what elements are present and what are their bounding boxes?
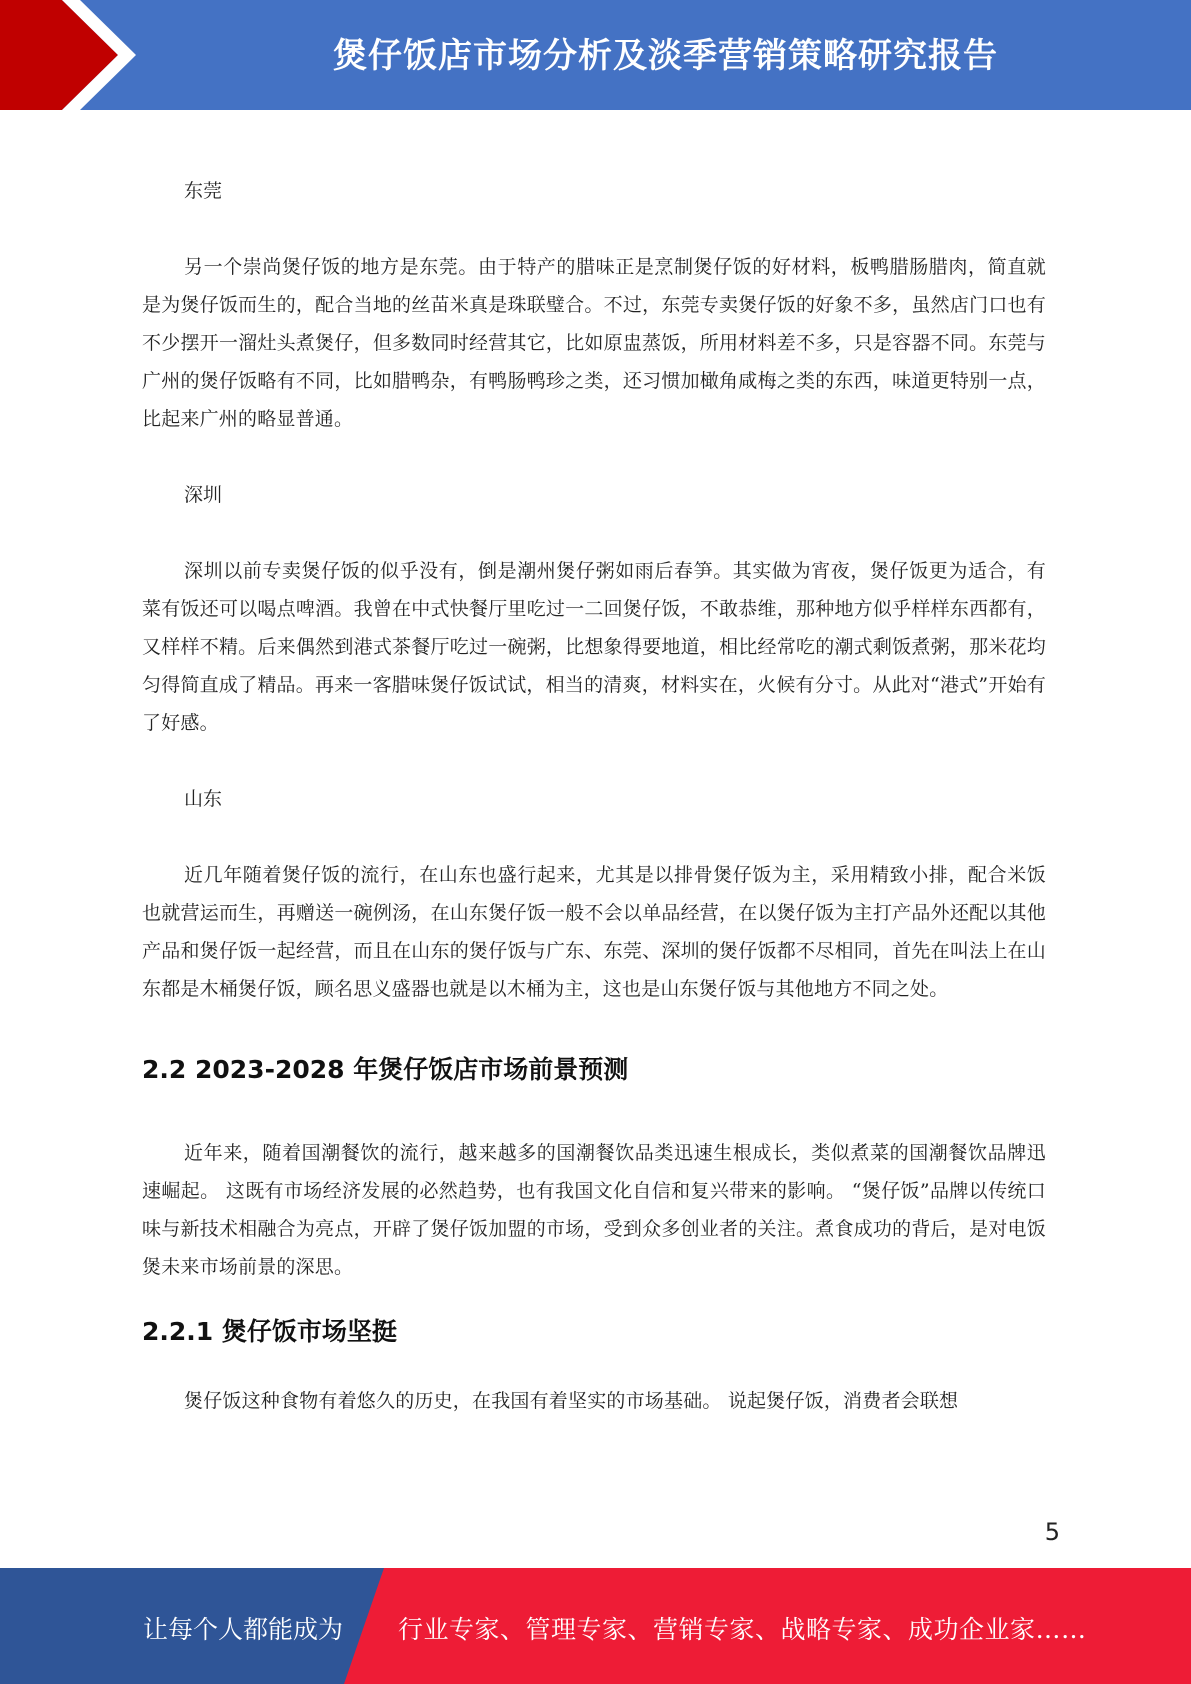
section-heading-dongguan: 东莞 — [184, 180, 223, 202]
section-heading-shandong: 山东 — [184, 788, 223, 810]
paragraph-forecast: 近年来，随着国潮餐饮的流行，越来越多的国潮餐饮品类迅速生根成长，类似煮菜的国潮餐饮品牌迅速崛起。 这既有市场经济发展的必然趋势，也有我国文化自信和复兴带来的影响。 “煲仔饭”品牌以传统口味与新技术相融合为亮点，开辟了煲仔饭加盟的市场，受到众多创业者的关注。煮食成功的背后，是对电饭煲未来市场前景的深思。 — [142, 1142, 1046, 1278]
footer-slogan-left: 让每个人都能成为 — [143, 1615, 344, 1644]
footer-slogan-right: 行业专家、管理专家、营销专家、战略专家、成功企业家…… — [398, 1615, 1087, 1644]
document-body — [142, 172, 1046, 1420]
paragraph-market: 煲仔饭这种食物有着悠久的历史，在我国有着坚实的市场基础。 说起煲仔饭，消费者会联想 — [184, 1390, 959, 1412]
paragraph-dongguan: 另一个崇尚煲仔饭的地方是东莞。由于特产的腊味正是烹制煲仔饭的好材料，板鸭腊肠腊肉，简直就是为煲仔饭而生的，配合当地的丝苗米真是珠联璧合。不过，东莞专卖煲仔饭的好象不多，虽然店门口也有不少摆开一溜灶头煮煲仔，但多数同时经营其它，比如原盅蒸饭，所用材料差不多，只是容器不同。东莞与广州的煲仔饭略有不同，比如腊鸭杂，有鸭肠鸭珍之类，还习惯加橄角咸梅之类的东西，味道更特别一点，比起来广州的略显普通。 — [142, 256, 1046, 430]
section-heading-shenzhen: 深圳 — [184, 484, 223, 506]
paragraph-shandong: 近几年随着煲仔饭的流行，在山东也盛行起来，尤其是以排骨煲仔饭为主，采用精致小排，配合米饭也就营运而生，再赠送一碗例汤，在山东煲仔饭一般不会以单品经营，在以煲仔饭为主打产品外还配以其他产品和煲仔饭一起经营，而且在山东的煲仔饭与广东、东莞、深圳的煲仔饭都不尽相同，首先在叫法上在山东都是木桶煲仔饭，顾名思义盛器也就是以木桶为主，这也是山东煲仔饭与其他地方不同之处。 — [142, 864, 1046, 1000]
heading-market-forecast: 2.2 2023-2028 年煲仔饭店市场前景预测 — [142, 1055, 629, 1084]
paragraph-shenzhen: 深圳以前专卖煲仔饭的似乎没有，倒是潮州煲仔粥如雨后春笋。其实做为宵夜，煲仔饭更为适合，有菜有饭还可以喝点啤酒。我曾在中式快餐厅里吃过一二回煲仔饭，不敢恭维，那种地方似乎样样东西都有，又样样不精。后来偶然到港式茶餐厅吃过一碗粥，比想象得要地道，相比经常吃的潮式剩饭煮粥，那米花均匀得简直成了精品。再来一客腊味煲仔饭试试，相当的清爽，材料实在，火候有分寸。从此对“港式”开始有了好感。 — [142, 560, 1046, 734]
page-number: 5 — [1044, 1518, 1060, 1546]
page-header — [0, 0, 1191, 110]
report-title: 煲仔饭店市场分析及淡季营销策略研究报告 — [333, 36, 998, 76]
page-footer — [0, 1568, 1191, 1684]
red-chevron-shape — [0, 0, 118, 110]
heading-market-strong: 2.2.1 煲仔饭市场坚挺 — [142, 1317, 397, 1346]
red-chevron-decoration — [0, 0, 160, 110]
